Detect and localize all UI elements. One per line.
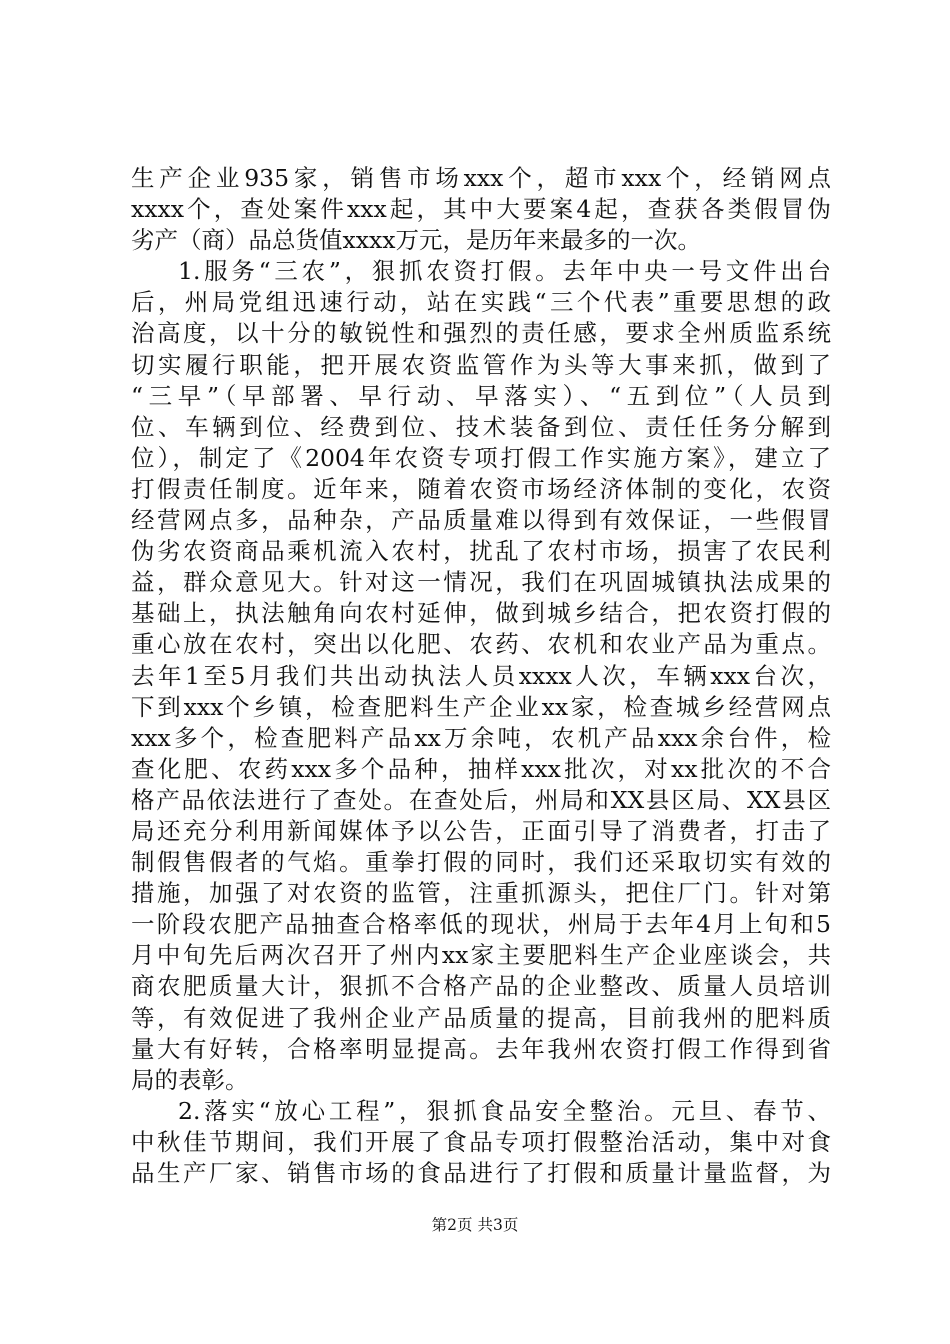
- text-line: 后，州局党组迅速行动，站在实践“三个代表”重要思想的政: [131, 288, 831, 317]
- text-line: 等，有效促进了我州企业产品质量的提高，目前我州的肥料质: [131, 1003, 831, 1032]
- text-line: 中秋佳节期间，我们开展了食品专项打假整治活动，集中对食: [131, 1127, 831, 1156]
- text-line: 下到xxx个乡镇，检查肥料生产企业xx家，检查城乡经营网点: [131, 692, 831, 721]
- document-body: [131, 163, 831, 1189]
- page-number-footer: 第2页 共3页: [431, 1216, 519, 1234]
- text-line: 经营网点多，品种杂，产品质量难以得到有效保证，一些假冒: [131, 506, 831, 535]
- text-line: 伪劣农资商品乘机流入农村，扰乱了农村市场，损害了农民利: [131, 537, 831, 566]
- text-line: 基础上，执法触角向农村延伸，做到城乡结合，把农资打假的: [131, 599, 831, 628]
- text-line: 益，群众意见大。针对这一情况，我们在巩固城镇执法成果的: [131, 568, 831, 597]
- text-line: 措施，加强了对农资的监管，注重抓源头，把住厂门。针对第: [131, 879, 831, 908]
- text-line: 格产品依法进行了查处。在查处后，州局和XX县区局、XX县区: [131, 785, 831, 814]
- text-line: 位、车辆到位、经费到位、技术装备到位、责任任务分解到: [131, 412, 831, 441]
- text-line: 治高度，以十分的敏锐性和强烈的责任感，要求全州质监系统: [131, 319, 831, 348]
- text-line: 切实履行职能，把开展农资监管作为头等大事来抓，做到了: [131, 350, 831, 379]
- paragraph-heading-line: 1.服务“三农”，狠抓农资打假。去年中央一号文件出台: [178, 257, 831, 286]
- text-line: 制假售假者的气焰。重拳打假的同时，我们还采取切实有效的: [131, 848, 831, 877]
- text-line: 生产企业935家，销售市场xxx个，超市xxx个，经销网点: [131, 164, 831, 192]
- text-line: 重心放在农村，突出以化肥、农药、农机和农业产品为重点。: [131, 630, 831, 659]
- text-line: 查化肥、农药xxx多个品种，抽样xxx批次，对xx批次的不合: [131, 754, 831, 783]
- text-line: 去年1至5月我们共出动执法人员xxxx人次，车辆xxx台次，: [131, 661, 831, 690]
- text-line: 量大有好转，合格率明显提高。去年我州农资打假工作得到省: [131, 1034, 831, 1063]
- text-line: 局还充分利用新闻媒体予以公告，正面引导了消费者，打击了: [131, 816, 831, 845]
- text-line: 月中旬先后两次召开了州内xx家主要肥料生产企业座谈会，共: [131, 941, 831, 970]
- text-line: 位），制定了《2004年农资专项打假工作实施方案》，建立了: [131, 443, 831, 472]
- text-line: 劣产（商）品总货值xxxx万元，是历年来最多的一次。: [131, 226, 702, 255]
- text-line: 一阶段农肥产品抽查合格率低的现状，州局于去年4月上旬和5: [131, 910, 831, 939]
- text-line: xxx多个，检查肥料产品xx万余吨，农机产品xxx余台件，检: [131, 723, 831, 752]
- text-line: 打假责任制度。近年来，随着农资市场经济体制的变化，农资: [131, 474, 831, 503]
- text-line: 商农肥质量大计，狠抓不合格产品的企业整改、质量人员培训: [131, 972, 831, 1001]
- paragraph-heading-line: 2.落实“放心工程”，狠抓食品安全整治。元旦、春节、: [178, 1096, 831, 1125]
- text-line: 品生产厂家、销售市场的食品进行了打假和质量计量监督，为: [131, 1159, 831, 1187]
- text-line: 局的表彰。: [131, 1065, 249, 1094]
- text-line: “三早”（早部署、早行动、早落实）、“五到位”（人员到: [131, 381, 831, 410]
- text-line: xxxx个，查处案件xxx起，其中大要案4起，查获各类假冒伪: [131, 195, 831, 224]
